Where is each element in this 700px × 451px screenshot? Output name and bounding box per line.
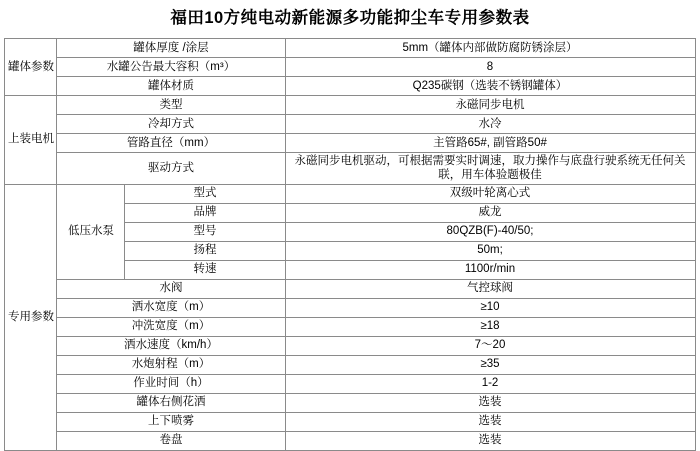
table-row: [5, 57, 695, 76]
table-row: [5, 76, 695, 95]
row-label: 水阀: [57, 279, 285, 298]
row-value: 1-2: [285, 374, 695, 393]
row-value: 5mm（罐体内部做防腐防锈涂层）: [285, 38, 695, 57]
row-value: 7～20: [285, 336, 695, 355]
row-value: 双级叶轮离心式: [285, 184, 695, 203]
row-value: 永磁同步电机驱动，可根据需要实时调速，取力操作与底盘行驶系统无任何关联，用车体验题极佳: [285, 152, 695, 184]
row-label: 类型: [57, 95, 285, 114]
row-value: 选装: [285, 412, 695, 431]
row-label: 卷盘: [57, 431, 285, 450]
row-value: 水冷: [285, 114, 695, 133]
row-value: 气控球阀: [285, 279, 695, 298]
row-label: 洒水宽度（m）: [57, 298, 285, 317]
row-label: 冲洗宽度（m）: [57, 317, 285, 336]
table-row: [5, 431, 695, 450]
table-row: [5, 279, 695, 298]
row-value: ≥35: [285, 355, 695, 374]
row-label: 驱动方式: [57, 152, 285, 184]
subgroup-label-pump: 低压水泵: [57, 184, 125, 279]
table-row: [5, 298, 695, 317]
row-label: 罐体材质: [57, 76, 285, 95]
group-label-motor: 上装电机: [5, 95, 57, 184]
table-row: [5, 412, 695, 431]
table-row: [5, 355, 695, 374]
table-row: [5, 374, 695, 393]
table-row: [5, 133, 695, 152]
row-label: 水炮射程（m）: [57, 355, 285, 374]
row-label: 水罐公告最大容积（m³）: [57, 57, 285, 76]
row-value: 8: [285, 57, 695, 76]
row-label: 品牌: [125, 203, 285, 222]
row-value: 选装: [285, 393, 695, 412]
table-row: [5, 114, 695, 133]
row-label: 洒水速度（km/h）: [57, 336, 285, 355]
row-value: Q235碳钢（选装不锈钢罐体）: [285, 76, 695, 95]
row-label: 管路直径（mm）: [57, 133, 285, 152]
table-row: [5, 38, 695, 57]
row-value: 50m;: [285, 241, 695, 260]
row-label: 型式: [125, 184, 285, 203]
row-value: 主管路65#, 副管路50#: [285, 133, 695, 152]
row-label: 扬程: [125, 241, 285, 260]
table-row: [5, 95, 695, 114]
row-label: 上下喷雾: [57, 412, 285, 431]
group-label-tank: 罐体参数: [5, 38, 57, 95]
row-value: ≥18: [285, 317, 695, 336]
row-label: 冷却方式: [57, 114, 285, 133]
table-row: [5, 152, 695, 184]
row-value: 1100r/min: [285, 260, 695, 279]
group-label-special: 专用参数: [5, 184, 57, 450]
page-title: 福田10方纯电动新能源多功能抑尘车专用参数表: [170, 9, 530, 27]
table-row: [5, 184, 695, 203]
row-label: 型号: [125, 222, 285, 241]
specification-table: [4, 38, 695, 451]
row-label: 作业时间（h）: [57, 374, 285, 393]
row-value: 选装: [285, 431, 695, 450]
row-value: 威龙: [285, 203, 695, 222]
row-value: 永磁同步电机: [285, 95, 695, 114]
row-label: 罐体厚度 /涂层: [57, 38, 285, 57]
table-row: [5, 336, 695, 355]
row-label: 罐体右侧花洒: [57, 393, 285, 412]
row-value: ≥10: [285, 298, 695, 317]
table-row: [5, 393, 695, 412]
table-row: [5, 317, 695, 336]
row-value: 80QZB(F)-40/50;: [285, 222, 695, 241]
row-label: 转速: [125, 260, 285, 279]
